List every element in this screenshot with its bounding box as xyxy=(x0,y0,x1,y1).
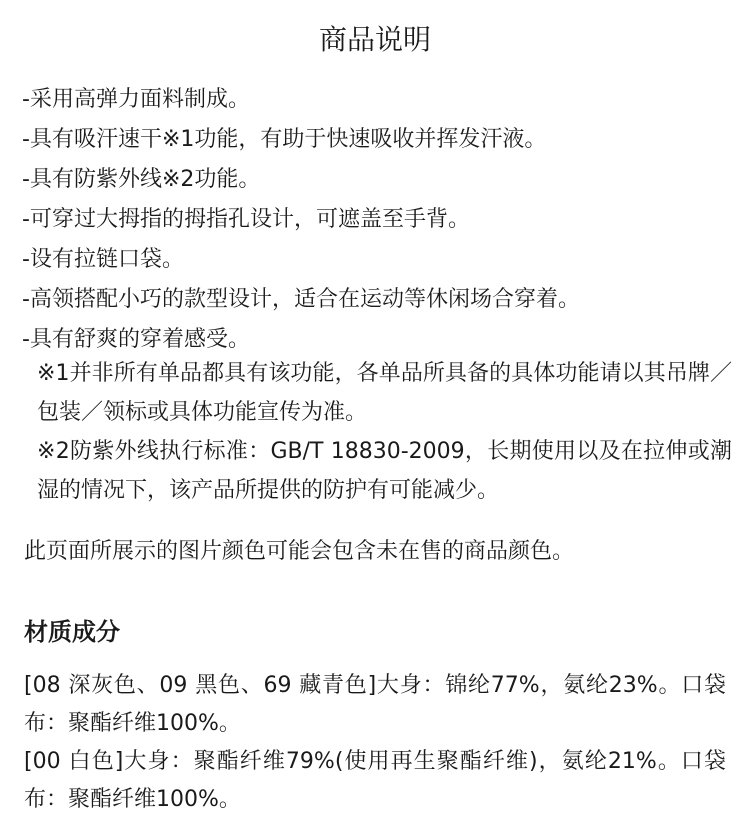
feature-list xyxy=(22,80,734,360)
feature-item: -具有舒爽的穿着感受。 xyxy=(22,327,250,352)
feature-item: -可穿过大拇指的拇指孔设计，可遮盖至手背。 xyxy=(22,207,470,232)
feature-item: -采用高弹力面料制成。 xyxy=(22,87,250,112)
color-disclaimer: 此页面所展示的图片颜色可能会包含未在售的商品颜色。 xyxy=(24,539,575,564)
materials-heading: 材质成分 xyxy=(24,618,120,646)
material-item: [08 深灰色、09 黑色、69 藏青色]大身：锦纶77%，氨纶23%。口袋布：聚酯纤维100%。 xyxy=(24,673,726,736)
footnotes xyxy=(37,354,732,510)
feature-item: -具有吸汗速干※1功能，有助于快速吸收并挥发汗液。 xyxy=(22,127,547,152)
feature-item: -具有防紫外线※2功能。 xyxy=(22,167,261,192)
material-item: [00 白色]大身：聚酯纤维79%(使用再生聚酯纤维)，氨纶21%。口袋布：聚酯纤维100%。 xyxy=(24,749,726,812)
footnote-2: ※2防紫外线执行标准：GB/T 18830-2009，长期使用以及在拉伸或潮湿的情况下，该产品所提供的防护有可能减少。 xyxy=(37,439,732,503)
page-title: 商品说明 xyxy=(318,23,431,56)
feature-item: -设有拉链口袋。 xyxy=(22,247,184,272)
feature-item: -高领搭配小巧的款型设计，适合在运动等休闲场合穿着。 xyxy=(22,287,580,312)
materials-list xyxy=(24,667,726,819)
footnote-1: ※1并非所有单品都具有该功能，各单品所具备的具体功能请以其吊牌／包装／领标或具体功能宣传为准。 xyxy=(37,361,732,425)
